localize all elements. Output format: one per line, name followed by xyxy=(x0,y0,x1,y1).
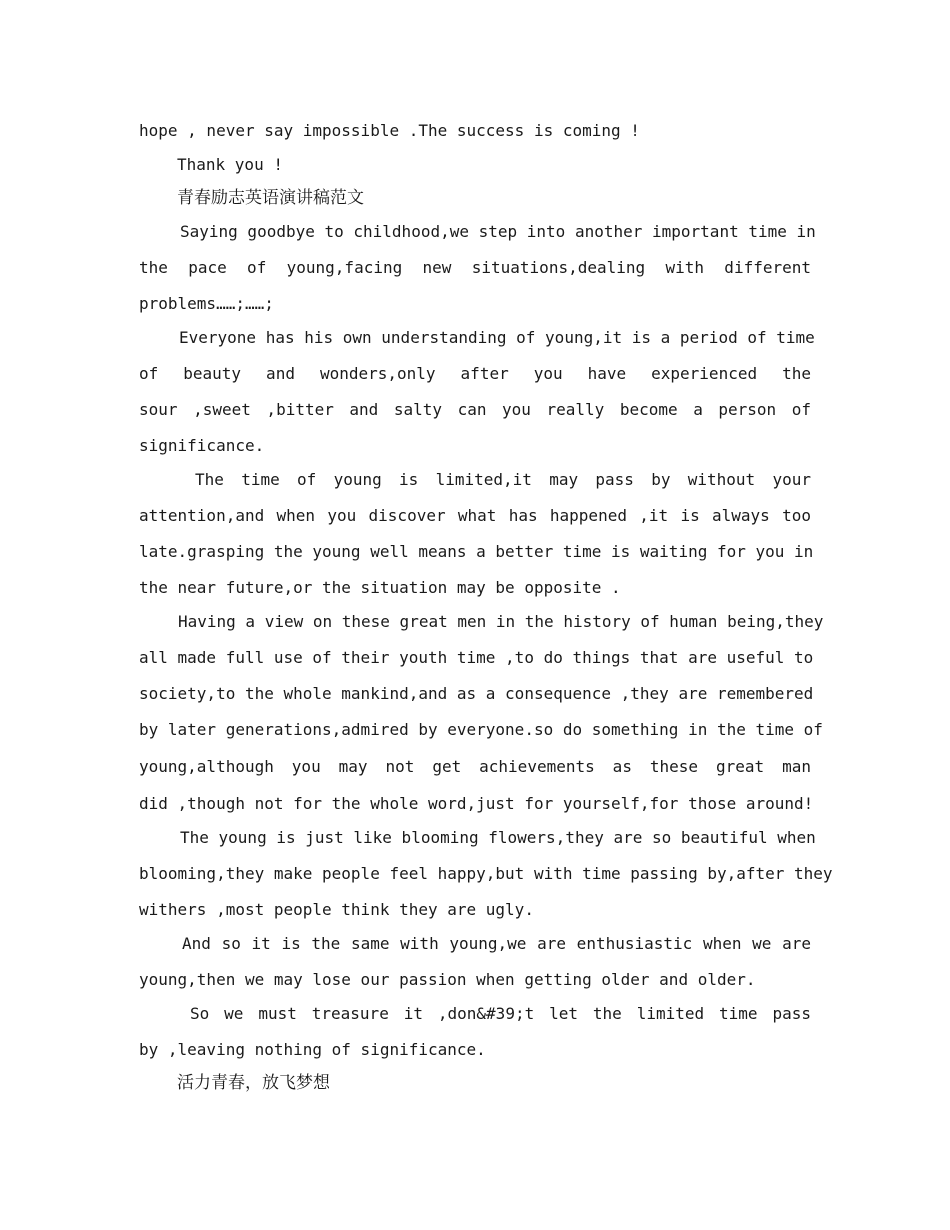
text-line: Everyone has his own understanding of young,it is a period of time xyxy=(179,328,815,347)
text-line: the near future,or the situation may be opposite . xyxy=(139,578,621,597)
text-line: of beauty and wonders,only after you have experienced the xyxy=(139,364,811,383)
text-line: And so it is the same with young,we are enthusiastic when we are xyxy=(182,934,811,953)
section-heading: 青春励志英语演讲稿范文 xyxy=(177,188,364,208)
text-line: by ,leaving nothing of significance. xyxy=(139,1040,486,1059)
text-line: young,although you may not get achievements as these great man xyxy=(139,757,811,776)
text-line: the pace of young,facing new situations,dealing with different xyxy=(139,258,811,277)
text-line: society,to the whole mankind,and as a consequence ,they are remembered xyxy=(139,684,814,703)
text-line: attention,and when you discover what has happened ,it is always too xyxy=(139,506,811,525)
text-line: Saying goodbye to childhood,we step into another important time in xyxy=(180,222,816,241)
section-heading: 活力青春，放飞梦想 xyxy=(177,1073,330,1093)
text-line: sour ,sweet ,bitter and salty can you really become a person of xyxy=(139,400,811,419)
text-line: Thank you ! xyxy=(177,155,283,174)
text-line: did ,though not for the whole word,just for yourself,for those around! xyxy=(139,794,814,813)
text-line: hope , never say impossible .The success is coming ! xyxy=(139,121,640,140)
text-line: significance. xyxy=(139,436,265,455)
text-line: young,then we may lose our passion when getting older and older. xyxy=(139,970,756,989)
text-line: blooming,they make people feel happy,but with time passing by,after they xyxy=(139,864,833,883)
text-line: So we must treasure it ,don&#39;t let the limited time pass xyxy=(190,1004,811,1023)
text-line: by later generations,admired by everyone.so do something in the time of xyxy=(139,720,823,739)
text-line: Having a view on these great men in the history of human being,they xyxy=(178,612,824,631)
text-line: late.grasping the young well means a better time is waiting for you in xyxy=(139,542,814,561)
text-line: The young is just like blooming flowers,they are so beautiful when xyxy=(180,828,816,847)
text-line: problems……;……; xyxy=(139,294,274,313)
text-line: all made full use of their youth time ,to do things that are useful to xyxy=(139,648,814,667)
text-line: The time of young is limited,it may pass by without your xyxy=(195,470,811,489)
text-line: withers ,most people think they are ugly. xyxy=(139,900,534,919)
